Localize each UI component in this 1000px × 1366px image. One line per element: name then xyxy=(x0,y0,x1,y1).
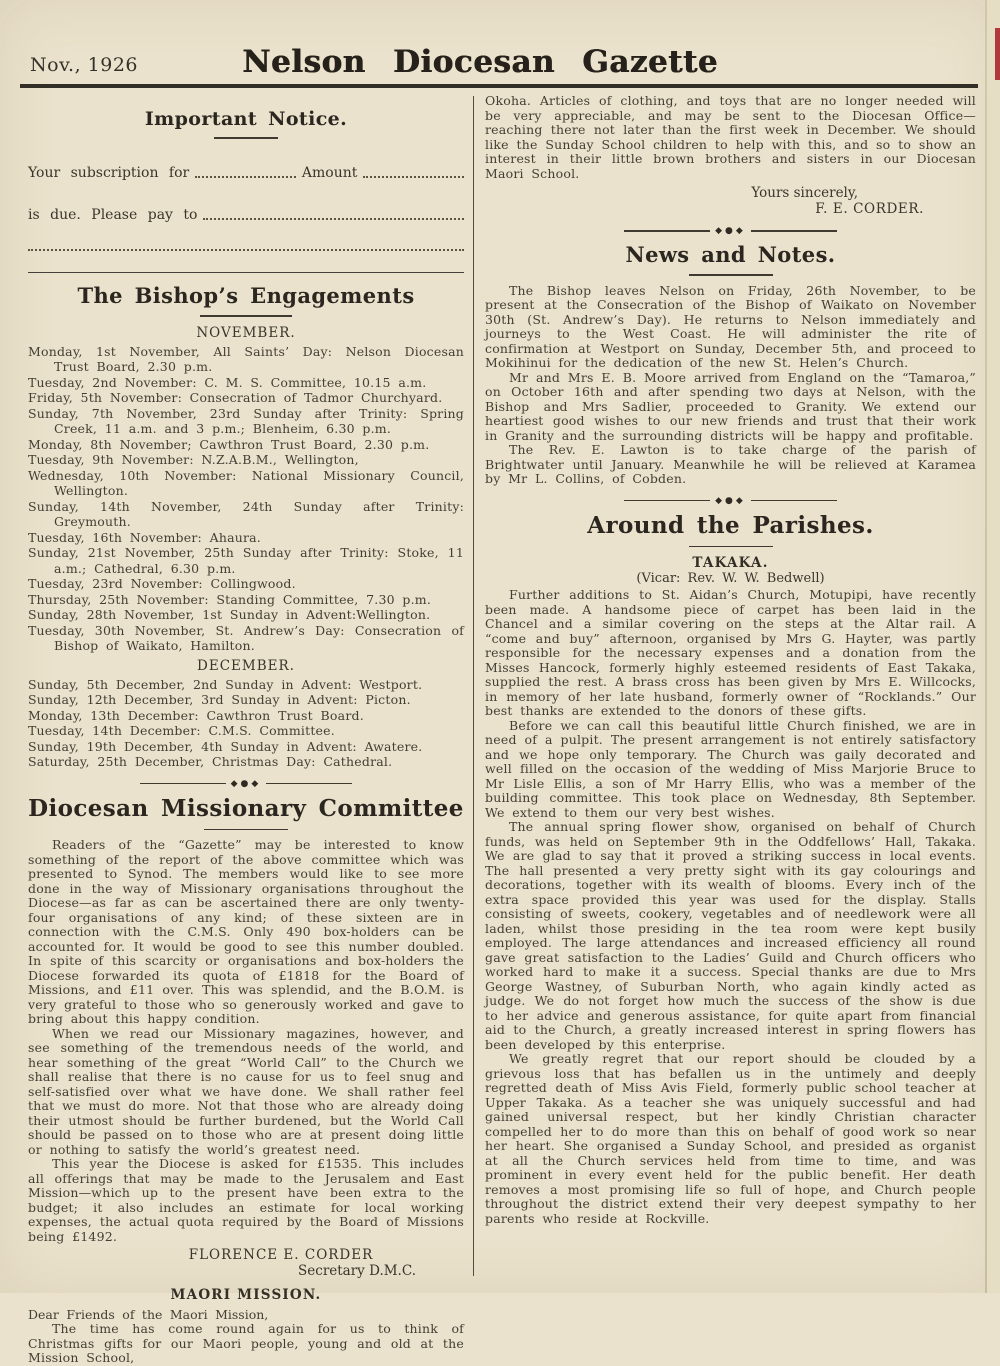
paragraph: The Rev. E. Lawton is to take charge of the parish of Brightwater until January. Meanwhile he will be relieved at Karamea by Mr L. Collins, of Cobden. xyxy=(485,442,976,486)
right-column xyxy=(481,94,976,1286)
engagement-item: Sunday, 28th November, 1st Sunday in Advent:Wellington. xyxy=(28,607,431,622)
amount-blank xyxy=(363,176,464,178)
heading-rule xyxy=(689,546,773,548)
missionary-committee-section xyxy=(28,795,464,1280)
engagement-item: Sunday, 7th November, 23rd Sunday after Trinity: Spring Creek, 11 a.m. and 3 p.m.; Blenheim, 6.30 p.m. xyxy=(28,405,464,436)
vicar-line: (Vicar: Rev. W. W. Bedwell) xyxy=(636,571,825,586)
subscription-blank xyxy=(195,176,296,178)
engagement-item: Tuesday, 14th December: C.M.S. Committee. xyxy=(28,723,335,738)
amount-label: Amount xyxy=(301,164,358,181)
page-header xyxy=(0,0,1000,88)
engagement-item: Sunday, 19th December, 4th Sunday in Advent: Awatere. xyxy=(28,738,423,754)
engagement-item: Wednesday, 10th November: National Missionary Council, Wellington. xyxy=(28,467,464,498)
subscription-line-1 xyxy=(28,165,464,181)
december-list xyxy=(28,677,464,770)
signature-name: FLORENCE E. CORDER xyxy=(188,1247,374,1263)
engagement-item: Sunday, 21st November, 25th Sunday after Trinity: Stoke, 11 a.m.; Cathedral, 6.30 p.m. xyxy=(28,545,464,576)
paragraph: This year the Diocese is asked for £1535. This includes all offerings that may be made to the Jerusalem and East Mission—which up to the present have been extra to the budget; it also includes an estimate for local working expenses, the actual quota required by the Board of Missions being £1492. xyxy=(28,1156,464,1244)
engagement-item: Friday, 5th November: Consecration of Tadmor Churchyard. xyxy=(28,390,443,405)
engagement-item: Sunday, 12th December, 3rd Sunday in Advent: Picton. xyxy=(28,692,411,707)
maori-mission-continuation: Okoha. Articles of clothing, and toys that are no longer needed will be very appreciable, and may be sent to the Diocesan Office—reaching there not later than the first week in December. We should like the Sunday School children to help with this, and so to show an interest in their little brown brothers and sisters in our Diocesan Maori School. xyxy=(485,93,976,181)
november-list xyxy=(28,344,464,654)
page-edge xyxy=(987,0,1000,1293)
november-heading: NOVEMBER. xyxy=(196,324,296,341)
closing-signature: F. E. CORDER. xyxy=(815,201,924,217)
engagement-item: Monday, 8th November; Cawthron Trust Board, 2.30 p.m. xyxy=(28,436,430,452)
subscription-line-2 xyxy=(28,207,464,223)
december-heading: DECEMBER. xyxy=(197,657,295,674)
diamond-ornament-icon: ◆●◆ xyxy=(230,778,262,789)
subscription-label: Your subscription for xyxy=(28,164,190,181)
dmc-paragraphs xyxy=(28,838,464,1244)
engagement-item: Tuesday, 30th November, St. Andrew’s Day: Consecration of Bishop of Waikato, Hamilton. xyxy=(28,622,464,653)
engagement-item: Tuesday, 9th November: N.Z.A.B.M., Wellington, xyxy=(28,452,359,467)
pay-to-label: is due. Please pay to xyxy=(28,206,198,223)
closing-yours-sincerely: Yours sincerely, xyxy=(751,185,858,201)
news-title: News and Notes. xyxy=(625,242,836,267)
page-columns xyxy=(0,88,1000,1365)
heading-rule xyxy=(689,274,773,276)
header-rule xyxy=(20,84,978,88)
maori-mission-salutation: Dear Friends of the Maori Mission, xyxy=(28,1307,269,1322)
engagement-item: Sunday, 14th November, 24th Sunday after Trinity: Greymouth. xyxy=(28,498,464,529)
issue-date: Nov., 1926 xyxy=(30,54,139,76)
heading-rule xyxy=(204,829,288,831)
diamond-ornament-icon: ◆●◆ xyxy=(715,495,746,506)
paragraph: We greatly regret that our report should be clouded by a grievous loss that has befallen us in the untimely and deeply regretted death of Miss Avis Field, formerly public school teacher at Upper Takaka. As a teacher she was uniquely successful and had gained universal respect, but her kindly Christian character compelled her to do more than this on behalf of good work so near her heart. She organised a Sunday School, and presided as organist at all the Church services held from time to time, and was prominent in every event held for the public benefit. Her death removes a most promising life so full of hope, and Church people throughout the district extend their very deepest sympathy to her parents who reside at Rockville. xyxy=(485,1051,976,1226)
engagement-item: Thursday, 25th November: Standing Committee, 7.30 p.m. xyxy=(28,591,432,607)
paragraph: Before we can call this beautiful little Church finished, we are in need of a pulpit. The present arrangement is not entirely satisfactory and we hope only temporary. The Church was gaily decorated and well filled on the occasion of the wedding of Miss Marjorie Bruce to Mr Lisle Ellis, a son of Mr Harry Ellis, who was a member of the building committee. This took place on Wednesday, 8th September. We extend to them our very best wishes. xyxy=(485,717,976,820)
engagements-title: The Bishop’s Engagements xyxy=(77,283,415,308)
heading-rule xyxy=(200,315,292,317)
news-paragraphs xyxy=(485,284,976,487)
paragraph: The Bishop leaves Nelson on Friday, 26th November, to be present at the Consecration of the Bishop of Waikato on November 30th (St. Andrew’s Day). He returns to Nelson immediately and journeys to the West Coast. He will administer the rite of confirmation at Westport on Sunday, December 5th, and proceed to Mokihinui for the dedication of the new St. Helen’s Church. xyxy=(485,282,976,370)
engagement-item: Saturday, 25th December, Christmas Day: Cathedral. xyxy=(28,754,393,769)
pay-to-blank xyxy=(203,218,464,220)
paragraph: Further additions to St. Aidan’s Church, Motupipi, have recently been made. A handsome piece of carpet has been laid in the Chancel and a similar covering on the steps at the Altar rail. A “come and buy” afternoon, organised by Mrs G. Hayter, was partly responsible for the necessary expenses and a donation from the Misses Hancock, formerly highly esteemed residents of East Takaka, supplied the rest. A brass cross has been given by Mrs E. Willcocks, in memory of her late husband, formerly owner of “Rocklands.” Our best thanks are extended to the donors of these gifts. xyxy=(485,587,976,718)
subscription-line-3 xyxy=(28,249,464,254)
masthead-title: Nelson Diocesan Gazette xyxy=(242,44,718,80)
heading-rule xyxy=(214,137,278,139)
takaka-heading: TAKAKA. xyxy=(692,555,769,571)
engagement-item: Tuesday, 2nd November: C. M. S. Committee, 10.15 a.m. xyxy=(28,374,427,390)
page-edge-crease xyxy=(985,0,987,1293)
extra-blank xyxy=(28,249,464,251)
engagement-item: Monday, 13th December: Cawthron Trust Board. xyxy=(28,707,364,723)
engagement-item: Monday, 1st November, All Saints’ Day: Nelson Diocesan Trust Board, 2.30 p.m. xyxy=(28,343,464,374)
parishes-title: Around the Parishes. xyxy=(587,511,874,539)
left-column xyxy=(28,94,464,1365)
signature-role: Secretary D.M.C. xyxy=(298,1263,416,1279)
important-notice-title: Important Notice. xyxy=(144,108,348,130)
engagement-item: Tuesday, 23rd November: Collingwood. xyxy=(28,576,296,591)
paragraph: Readers of the “Gazette” may be interested to know something of the report of the above committee which was presented to Synod. The members would like to see more done in the way of Missionary organisations throughout the Diocese—as far as can be ascertained there are only twenty-four organisations of any kind; of these sixteen are in connection with the C.M.S. Only 490 box-holders can be accounted for. It would be good to see this number doubled. In spite of this scarcity or organisations and box-holders the Diocese forwarded its quota of £1818 for the Board of Missions, and £11 over. This was splendid, and the B.O.M. is very grateful to those who so generously worked and gave to bring about this happy condition. xyxy=(28,837,464,1026)
news-and-notes-section xyxy=(485,242,976,487)
paragraph: Mr and Mrs E. B. Moore arrived from England on the “Tamaroa,” on October 16th and after spending two days at Nelson, with the Bishop and Mrs Sadlier, proceeded to Granity. We extend our heartiest good wishes to our new friends and trust that their work in Granity and the surrounding districts will be happy and profitable. xyxy=(485,369,976,443)
ornament-divider xyxy=(485,496,976,506)
diamond-ornament-icon: ◆●◆ xyxy=(715,226,746,236)
ornament-divider xyxy=(28,779,464,789)
engagement-item: Tuesday, 16th November: Ahaura. xyxy=(28,529,261,545)
maori-mission-section xyxy=(28,1287,464,1366)
maori-mission-title: MAORI MISSION. xyxy=(170,1287,322,1303)
maori-mission-paragraph: The time has come round again for us to think of Christmas gifts for our Maori people, young and old at the Mission School, xyxy=(28,1321,464,1365)
engagement-item: Sunday, 5th December, 2nd Sunday in Advent: Westport. xyxy=(28,676,423,692)
dmc-title: Diocesan Missionary Committee xyxy=(28,794,464,822)
bishops-engagements-section xyxy=(28,283,464,770)
important-notice-section xyxy=(28,108,464,273)
paragraph: When we read our Missionary magazines, however, and see something of the tremendous needs of the world, and hear something of the great “World Call” to the Church we shall realise that there is no cause for us to feel snug and self-satisfied over what we have done. We shall rather feel that we must do more. Not that those who are already doing their utmost should be further burdened, but the World Call should be passed on to those who are at present doing little or nothing to satisfy the world’s greatest need. xyxy=(28,1025,464,1157)
around-the-parishes-section xyxy=(485,512,976,1227)
takaka-paragraphs xyxy=(485,588,976,1226)
notice-bottom-rule xyxy=(28,272,464,274)
column-divider-rule xyxy=(473,96,474,1276)
paragraph: The annual spring flower show, organised on behalf of Church funds, was held on September 9th in the Oddfellows’ Hall, Takaka. We are glad to say that it proved a striking success in local events. The hall presented a very pretty sight with its gay colourings and decorations, together with its wealth of blooms. Every inch of the extra space provided this year was used for the display. Stalls consisting of sweets, cookery, vegetables and of needlework were all laden, whilst those presiding in the tea room were kept busily employed. The large attendances and increased efficiency all round gave great satisfaction to the Ladies’ Guild and Church officers who worked hard to make it a success. Special thanks are due to Mrs George Wastney, of Suburban North, who again kindly acted as judge. We do not forget how much the success of the show is due to her advice and generous assistance, for quite apart from financial aid to the Church, a greatly increased interest in spring flowers has been developed by this enterprise. xyxy=(485,819,976,1052)
ornament-divider xyxy=(485,226,976,236)
